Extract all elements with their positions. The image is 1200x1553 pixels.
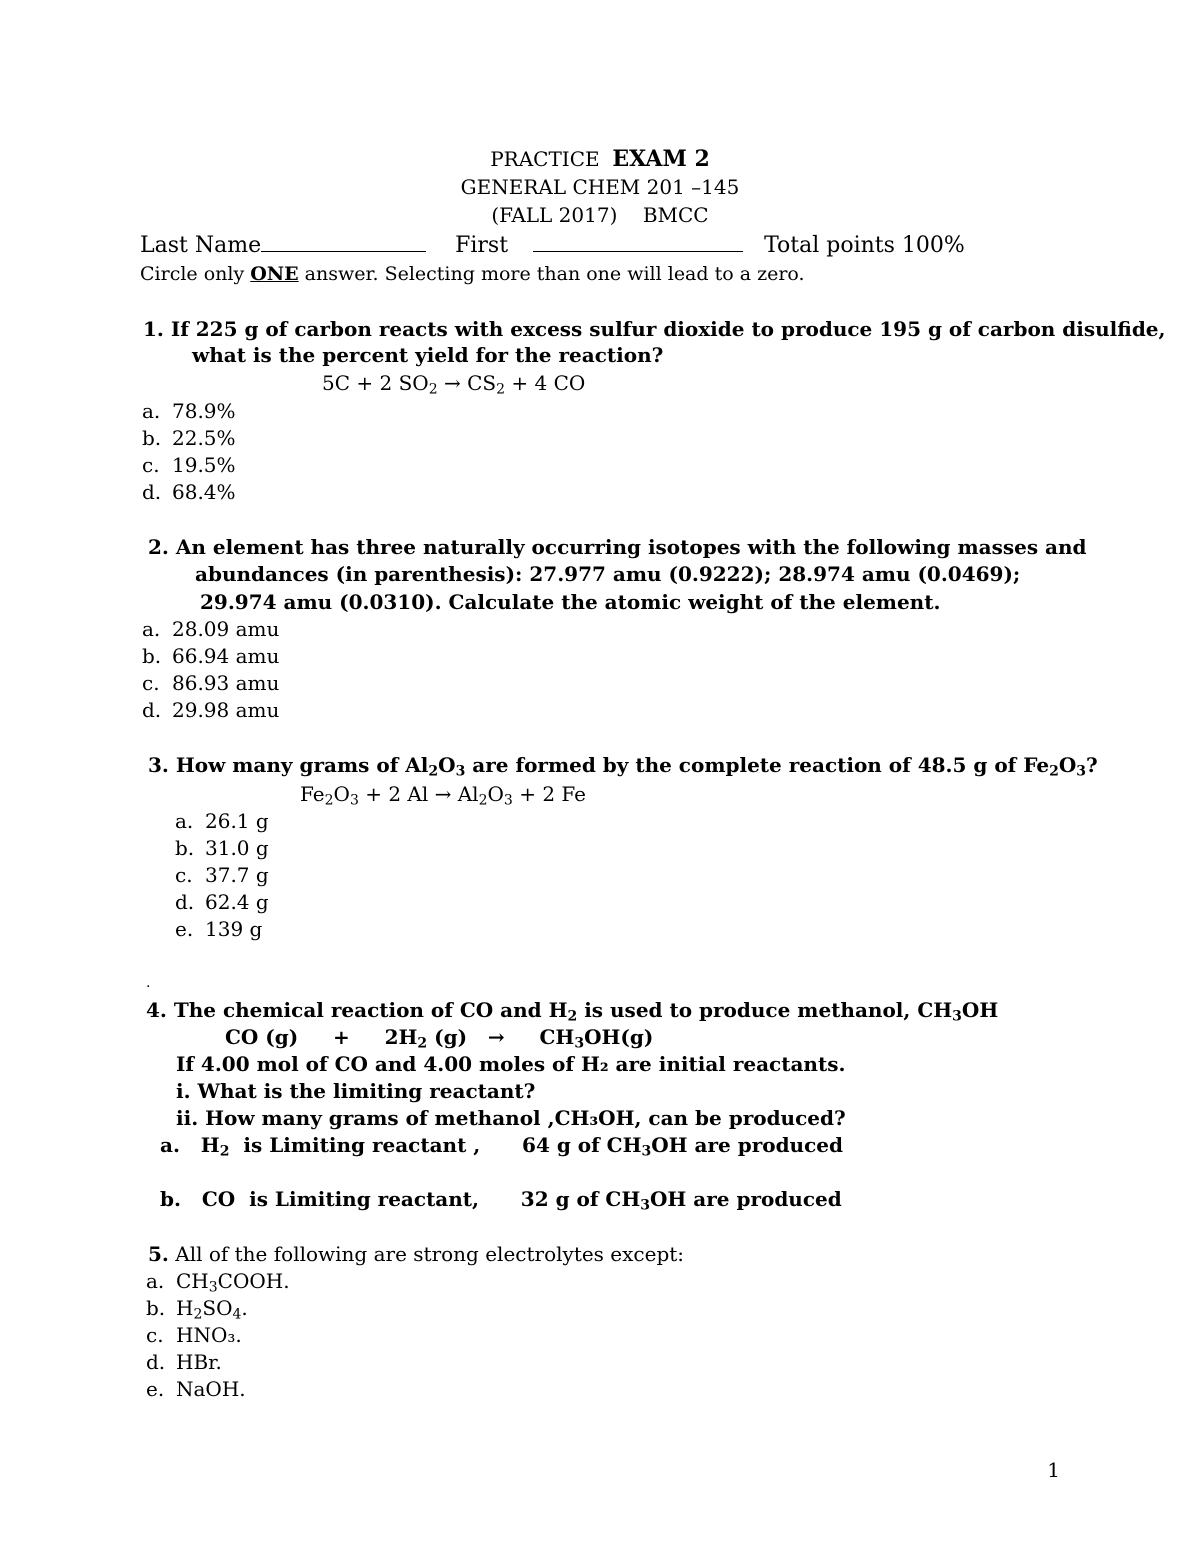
q2-text-line2: abundances (in parenthesis): 27.977 amu (0.9222); 28.974 amu (0.0469);	[195, 562, 1021, 586]
q5-option-e[interactable]: e. NaOH.	[146, 1377, 246, 1401]
q3-option-d[interactable]: d. 62.4 g	[175, 890, 269, 914]
q2-option-b[interactable]: b. 66.94 amu	[142, 644, 280, 668]
q4-equation: CO (g) + $2H_2$ (g) → $CH_3OH(g)$	[225, 1025, 654, 1052]
q3-text: 3. How many grams of $Al_2O_3$ are formed by the complete reaction of 48.5 g of $Fe_2O_3$?	[148, 753, 1098, 780]
q4-sub-i: i. What is the limiting reactant?	[176, 1079, 536, 1103]
q2-option-c[interactable]: c. 86.93 amu	[142, 671, 280, 695]
q2-text-line3: 29.974 amu (0.0310). Calculate the atomic weight of the element.	[200, 590, 941, 614]
q1-text-line2: what is the percent yield for the reaction?	[192, 343, 664, 367]
exam-title: PRACTICE EXAM 2	[490, 146, 710, 172]
q4-sub-ii: ii. How many grams of methanol ,CH₃OH, can be produced?	[176, 1106, 846, 1130]
q1-option-c[interactable]: c. 19.5%	[142, 453, 236, 477]
q5-option-b[interactable]: b. $H_2SO_4$.	[146, 1296, 248, 1323]
q5-option-c[interactable]: c. HNO₃.	[146, 1323, 242, 1347]
q5-text: 5. All of the following are strong electrolytes except:	[148, 1242, 685, 1266]
term-school: (FALL 2017) BMCC	[491, 203, 709, 227]
first-name-blank[interactable]	[533, 231, 743, 252]
last-name-blank[interactable]	[261, 231, 426, 252]
stray-dot: .	[146, 975, 151, 991]
page-number: 1	[1047, 1458, 1060, 1482]
q1-equation: 5C + 2 $SO_2 \to CS_2 + 4$ CO	[322, 371, 586, 398]
q5-option-d[interactable]: d. HBr.	[146, 1350, 222, 1374]
name-line: Last Name First Total points 100%	[140, 233, 965, 258]
q2-text-line1: 2. An element has three naturally occurring isotopes with the following masses and	[148, 535, 1087, 559]
q4-text: 4. The chemical reaction of CO and $H_2$ is used to produce methanol, $CH_3OH$	[146, 998, 999, 1025]
instructions: Circle only ONE answer. Selecting more than one will lead to a zero.	[140, 263, 805, 285]
q4-option-a[interactable]: a. $H_2$ is Limiting reactant , 64 g of $CH_3OH$ are produced	[160, 1133, 843, 1160]
course-name: GENERAL CHEM 201 –145	[460, 175, 740, 199]
q2-option-d[interactable]: d. 29.98 amu	[142, 698, 280, 722]
q1-option-b[interactable]: b. 22.5%	[142, 426, 236, 450]
q1-option-a[interactable]: a. 78.9%	[142, 399, 236, 423]
q1-text-line1: 1. If 225 g of carbon reacts with excess sulfur dioxide to produce 195 g of carbon disulfide,	[143, 317, 1166, 341]
q4-text-line3: If 4.00 mol of CO and 4.00 moles of H₂ are initial reactants.	[176, 1052, 846, 1076]
q3-option-e[interactable]: e. 139 g	[175, 917, 263, 941]
q2-option-a[interactable]: a. 28.09 amu	[142, 617, 280, 641]
q1-option-d[interactable]: d. 68.4%	[142, 480, 236, 504]
q5-option-a[interactable]: a. $CH_3COOH$.	[146, 1269, 290, 1296]
q3-option-b[interactable]: b. 31.0 g	[175, 836, 269, 860]
q4-option-b[interactable]: b. CO is Limiting reactant, 32 g of $CH_3OH$ are produced	[160, 1187, 842, 1214]
q3-equation: $Fe_2O_3 + 2$ $Al \to Al_2O_3 + 2$ Fe	[300, 782, 587, 809]
q3-option-a[interactable]: a. 26.1 g	[175, 809, 269, 833]
q3-option-c[interactable]: c. 37.7 g	[175, 863, 269, 887]
